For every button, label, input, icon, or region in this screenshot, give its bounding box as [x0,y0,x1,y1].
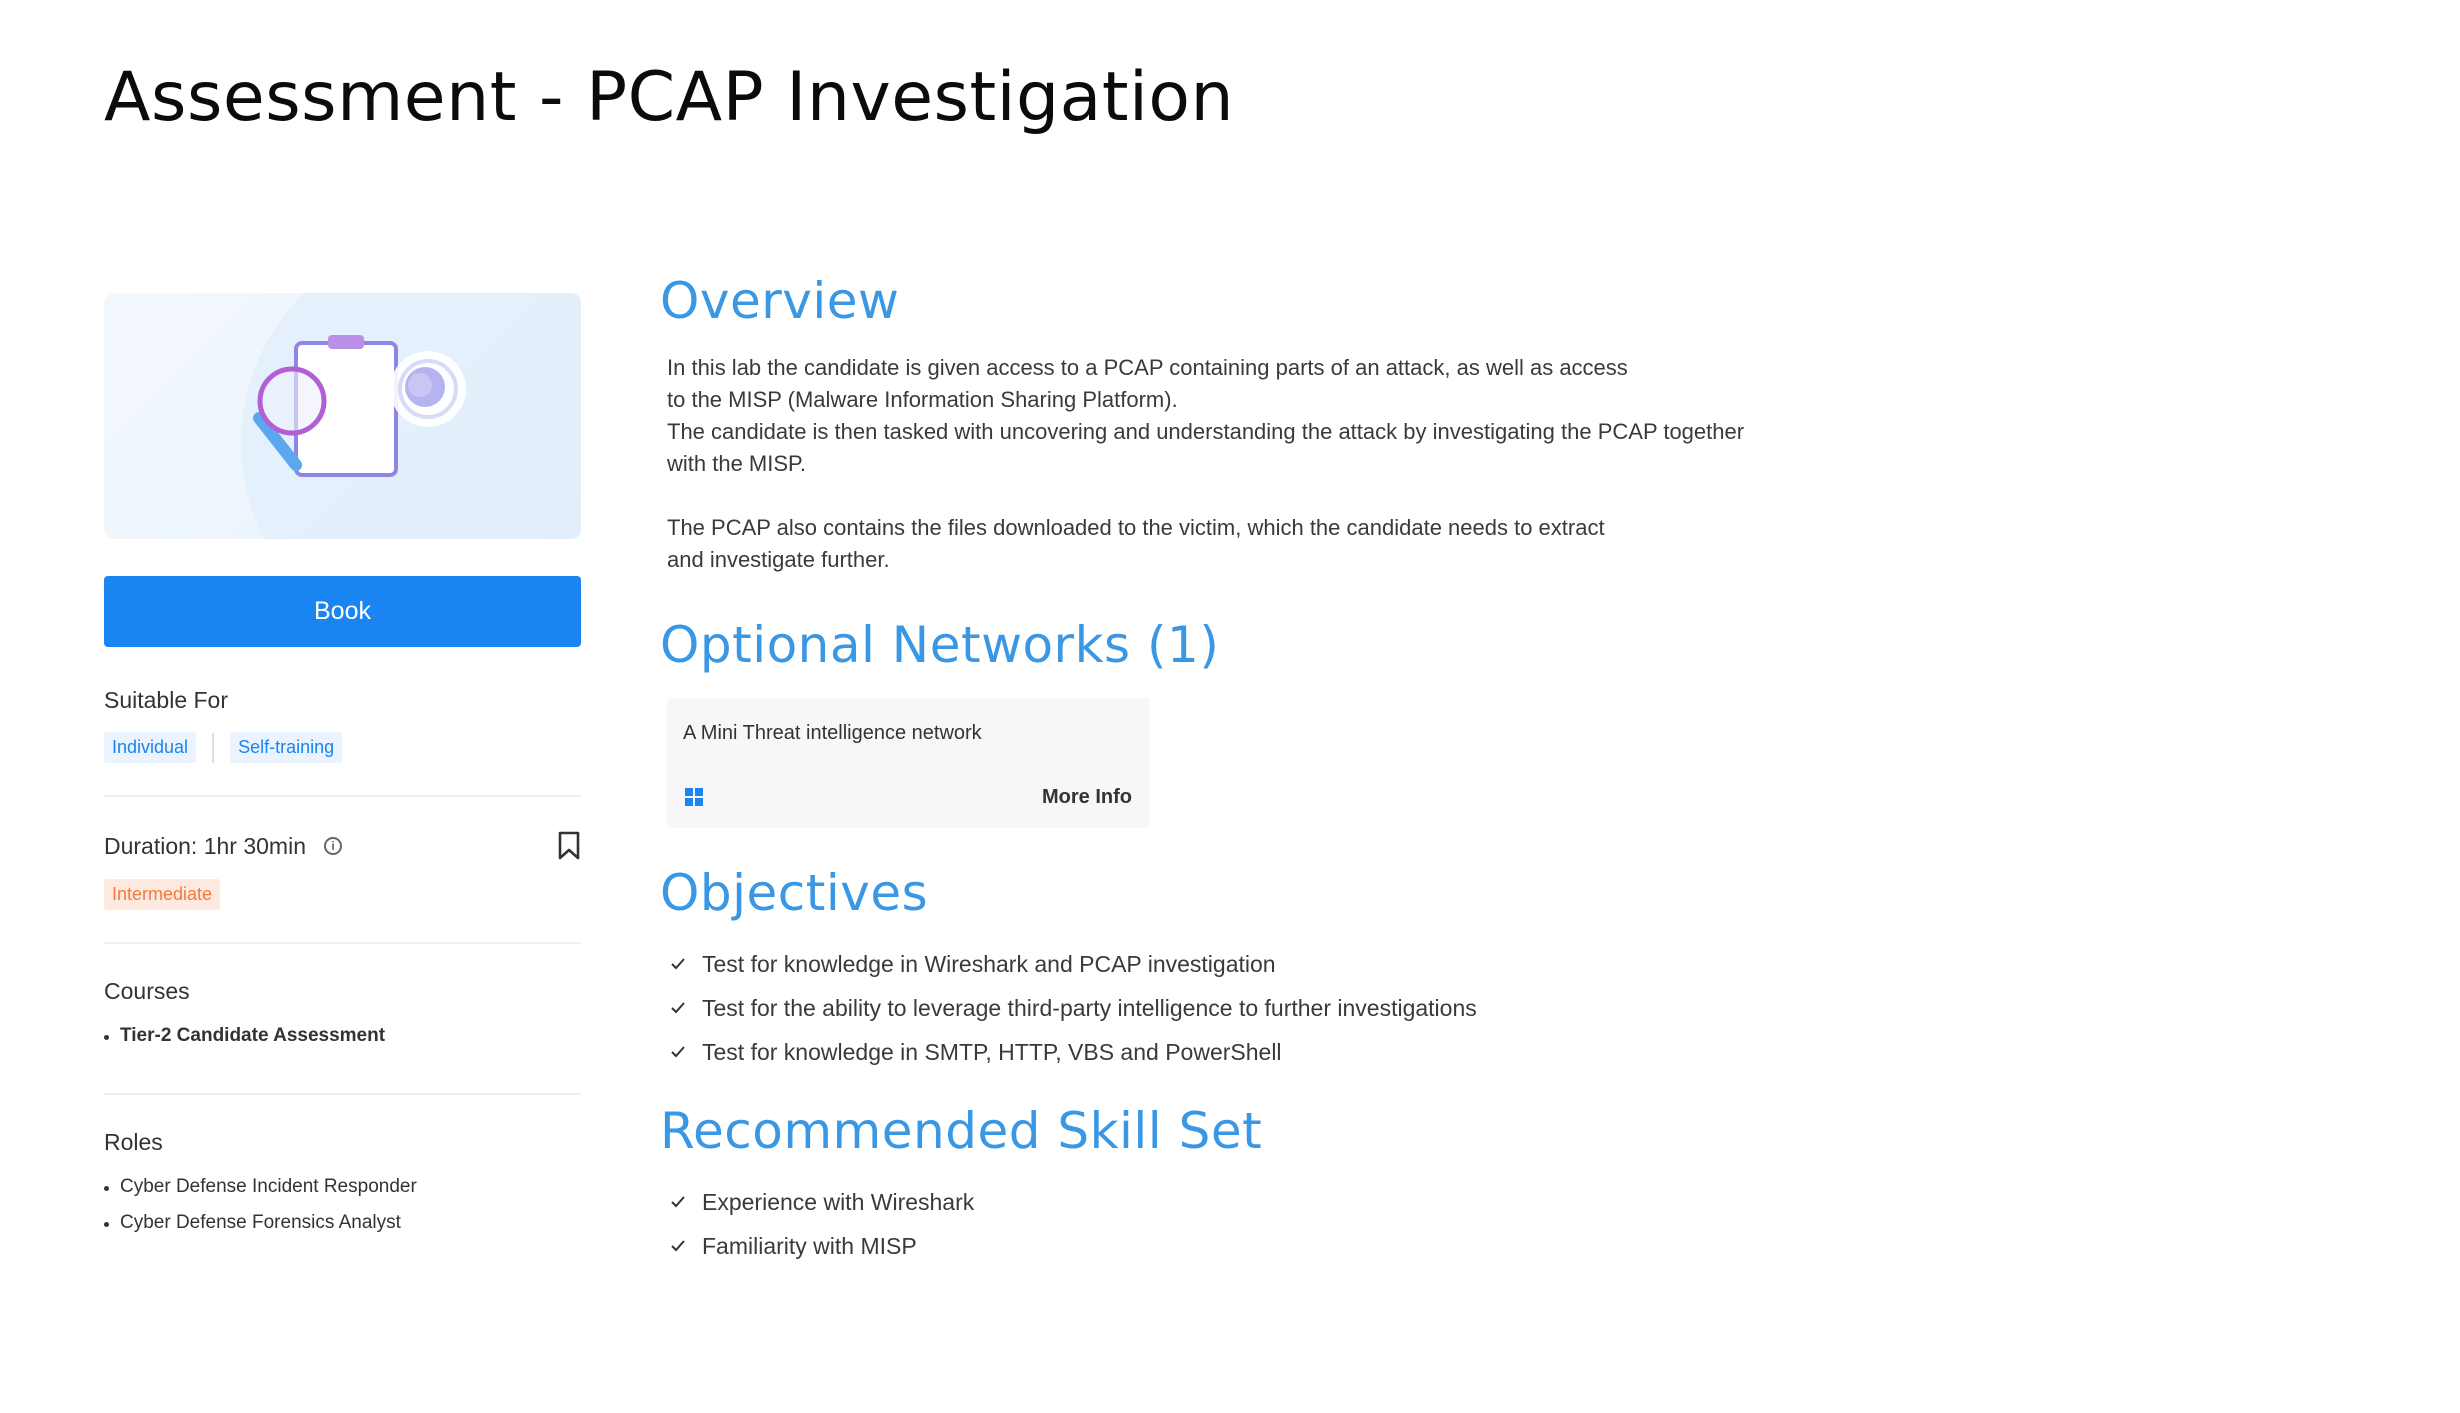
objective-item [670,986,1860,1030]
suitable-for-tags [104,732,581,763]
objective-item [670,1030,1860,1074]
tag-self-training: Self-training [230,732,342,763]
check-icon [670,956,686,972]
check-icon [670,1000,686,1016]
skill-text: Familiarity with MISP [702,1232,917,1259]
windows-icon [685,788,703,806]
objective-item [670,942,1860,986]
overview-line: to the MISP (Malware Information Sharing Platform). [667,387,1178,412]
difficulty-badge: Intermediate [104,879,220,910]
overview-text [660,352,1860,576]
duration-section [104,797,581,944]
suitable-for-label: Suitable For [104,687,229,713]
tag-divider [212,733,214,763]
overview-line: with the MISP. [667,451,806,476]
duration-label: Duration: 1hr 30min [104,832,306,859]
network-name: A Mini Threat intelligence network [683,722,982,744]
objective-text: Test for the ability to leverage third-party intelligence to further investigations [702,994,1477,1021]
suitable-for-section [104,647,581,797]
check-icon [670,1194,686,1210]
hero-image [104,293,581,539]
overview-line: The candidate is then tasked with uncovering and understanding the attack by investigating the PCAP together [667,419,1745,444]
check-icon [670,1238,686,1254]
roles-label: Roles [104,1129,163,1155]
check-icon [670,1044,686,1060]
book-button[interactable]: Book [104,576,581,647]
overview-heading: Overview [660,272,900,330]
overview-line: In this lab the candidate is given access to a PCAP containing parts of an attack, as well as access [667,355,1628,380]
skill-set-heading: Recommended Skill Set [660,1102,1263,1160]
courses-section [104,944,581,1095]
main-content [660,272,1860,1268]
role-item: Cyber Defense Forensics Analyst [104,1212,581,1234]
page-title: Assessment - PCAP Investigation [104,58,1235,137]
skills-list [660,1180,1860,1268]
network-card[interactable] [667,698,1150,828]
overview-line: and investigate further. [667,547,890,572]
skill-text: Experience with Wireshark [702,1188,975,1215]
overview-line: The PCAP also contains the files downloaded to the victim, which the candidate needs to extract [667,515,1605,540]
courses-label: Courses [104,978,190,1004]
skill-item [670,1224,1860,1268]
optional-networks-heading: Optional Networks (1) [660,616,1220,674]
magnifier-clipboard-icon [104,293,581,539]
more-info-link[interactable]: More Info [1042,786,1132,808]
bookmark-icon[interactable] [557,831,581,861]
course-item[interactable]: Tier-2 Candidate Assessment [104,1025,581,1047]
skill-item [670,1180,1860,1224]
objective-text: Test for knowledge in SMTP, HTTP, VBS and PowerShell [702,1038,1282,1065]
sidebar [104,293,581,1280]
roles-section [104,1095,581,1280]
objectives-list [660,942,1860,1074]
objective-text: Test for knowledge in Wireshark and PCAP investigation [702,950,1276,977]
tag-individual: Individual [104,732,196,763]
info-icon[interactable]: i [324,837,342,855]
objectives-heading: Objectives [660,864,929,922]
role-item: Cyber Defense Incident Responder [104,1176,581,1198]
